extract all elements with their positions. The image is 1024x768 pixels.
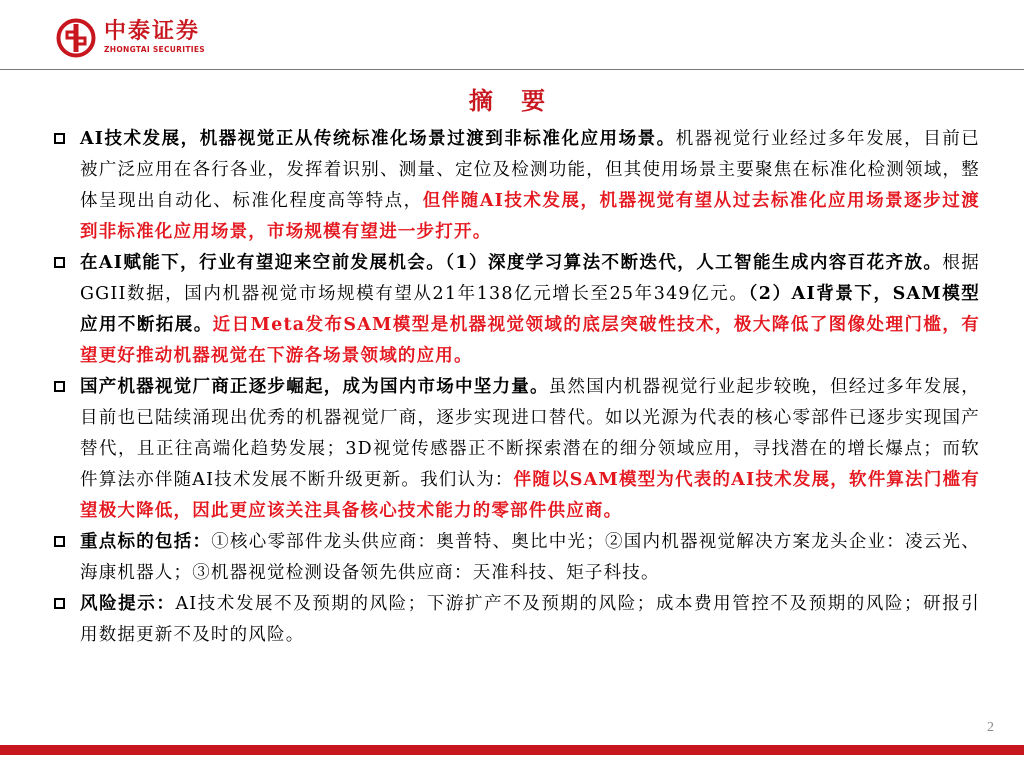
summary-bullet-ai-development [50, 124, 980, 248]
page-title: 摘 要 [468, 86, 556, 115]
bullet-heading: AI技术发展，机器视觉正从传统标准化场景过渡到非标准化应用场景。 [80, 129, 676, 149]
footer-bar [0, 745, 1024, 755]
company-logo [56, 18, 216, 60]
logo-chinese-name: 中泰证券 [104, 19, 201, 44]
bullet-heading: 重点标的包括： [80, 532, 212, 552]
square-bullet-icon [54, 598, 65, 609]
bullet-heading: 风险提示： [80, 594, 176, 614]
square-bullet-icon [54, 381, 65, 392]
square-bullet-icon [54, 536, 65, 547]
square-bullet-icon [54, 257, 65, 268]
bullet-body: 机器视觉行业经过多年发展，目前已被广泛应用在各行各业，发挥着识别、测量、定位及检测功能，但其使用场景主要聚焦在标准化检测领域，整体呈现出自动化、标准化程度高等特点， [80, 129, 980, 211]
bullet-body: AI技术发展不及预期的风险；下游扩产不及预期的风险；成本费用管控不及预期的风险；研报引用数据更新不及时的风险。 [80, 594, 981, 645]
bullet-body: ①核心零部件龙头供应商：奥普特、奥比中光；②国内机器视觉解决方案龙头企业：凌云光、海康机器人；③机器视觉检测设备领先供应商：天准科技、矩子科技。 [80, 532, 980, 583]
bullet-heading: 国产机器视觉厂商正逐步崛起，成为国内市场中坚力量。 [80, 377, 549, 397]
summary-list [50, 124, 980, 651]
header-divider [0, 69, 1024, 70]
bullet-highlight: 但伴随AI技术发展，机器视觉有望从过去标准化应用场景逐步过渡到非标准化应用场景，市场规模有望进一步打开。 [80, 191, 980, 242]
summary-bullet-risk-warning [50, 589, 980, 651]
bullet-subheading: （2）AI背景下，SAM模型应用不断拓展。 [80, 284, 981, 335]
bullet-heading: 在AI赋能下，行业有望迎来空前发展机会。（1）深度学习算法不断迭代，人工智能生成内容百花齐放。 [80, 253, 943, 273]
logo-english-name: ZHONGTAI SECURITIES [104, 45, 205, 54]
bullet-highlight: 近日Meta发布SAM模型是机器视觉领域的底层突破性技术，极大降低了图像处理门槛，有望更好推动机器视觉在下游各场景领域的应用。 [80, 315, 980, 366]
square-bullet-icon [54, 133, 65, 144]
bullet-body: 根据GGII数据，国内机器视觉市场规模有望从21年138亿元增长至25年349亿元。 [80, 253, 980, 304]
summary-bullet-key-targets [50, 527, 980, 589]
summary-bullet-ai-empowerment [50, 248, 980, 372]
page-number: 2 [987, 720, 994, 735]
bullet-body: 虽然国内机器视觉行业起步较晚，但经过多年发展，目前也已陆续涌现出优秀的机器视觉厂商，逐步实现进口替代。如以光源为代表的核心零部件已逐步实现国产替代，且正往高端化趋势发展；3D视觉传感器正不断探索潜在的细分领域应用，寻找潜在的增长爆点；而软件算法亦伴随AI技术发展不断升级更新。我们认为： [80, 377, 980, 490]
summary-bullet-domestic-vendors [50, 372, 980, 527]
header [0, 0, 1024, 70]
zhongtai-logo-icon [56, 18, 96, 58]
bullet-highlight: 伴随以SAM模型为代表的AI技术发展，软件算法门槛有望极大降低，因此更应该关注具备核心技术能力的零部件供应商。 [80, 470, 980, 521]
